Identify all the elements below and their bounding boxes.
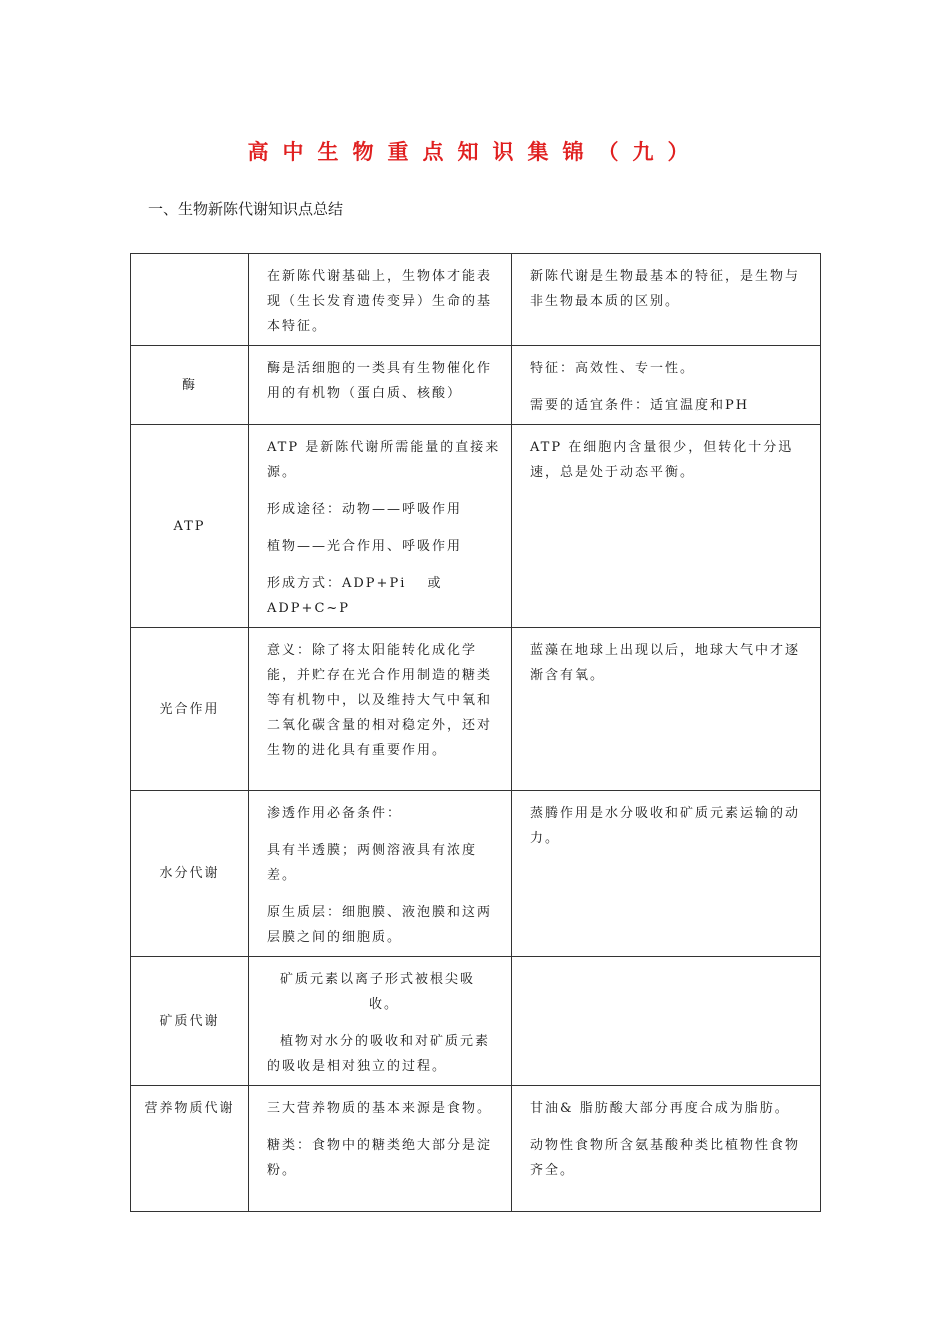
page-title: 高中生物重点知识集锦（九） bbox=[247, 139, 703, 164]
cell-description: 在新陈代谢基础上，生物体才能表现（生长发育遗传变异）生命的基本特征。 bbox=[249, 254, 512, 346]
cell-notes: 蓝藻在地球上出现以后，地球大气中才逐渐含有氧。 bbox=[512, 628, 821, 791]
cell-description: 酶是活细胞的一类具有生物催化作用的有机物（蛋白质、核酸） bbox=[249, 346, 512, 425]
table-row bbox=[131, 254, 821, 346]
row-label: 酶 bbox=[131, 346, 249, 425]
cell-notes bbox=[512, 957, 821, 1086]
cell-description: 矿质元素以离子形式被根尖吸 收。 植物对水分的吸收和对矿质元素的吸收是相对独立的过程。 bbox=[249, 957, 512, 1086]
table-row bbox=[131, 791, 821, 957]
table-row bbox=[131, 957, 821, 1086]
cell-description: 三大营养物质的基本来源是食物。 糖类：食物中的糖类绝大部分是淀粉。 bbox=[249, 1086, 512, 1212]
cell-description: ATP 是新陈代谢所需能量的直接来源。 形成途径：动物——呼吸作用 植物——光合作用、呼吸作用 形成方式：ADP+Pi 或 ADP+C~P bbox=[249, 425, 512, 628]
table-row bbox=[131, 425, 821, 628]
table-row bbox=[131, 346, 821, 425]
row-label: 光合作用 bbox=[131, 628, 249, 791]
cell-notes: 甘油& 脂肪酸大部分再度合成为脂肪。 动物性食物所含氨基酸种类比植物性食物齐全。 bbox=[512, 1086, 821, 1212]
cell-notes: 新陈代谢是生物最基本的特征，是生物与非生物最本质的区别。 bbox=[512, 254, 821, 346]
cell-notes: 特征：高效性、专一性。 需要的适宜条件：适宜温度和PH bbox=[512, 346, 821, 425]
cell-description: 意义：除了将太阳能转化成化学能，并贮存在光合作用制造的糖类等有机物中，以及维持大气中氧和二氧化碳含量的相对稳定外，还对生物的进化具有重要作用。 bbox=[249, 628, 512, 791]
row-label: 营养物质代谢 bbox=[131, 1086, 249, 1212]
row-label bbox=[131, 254, 249, 346]
cell-notes: 蒸腾作用是水分吸收和矿质元素运输的动力。 bbox=[512, 791, 821, 957]
table-row bbox=[131, 1086, 821, 1212]
section-heading: 一、生物新陈代谢知识点总结 bbox=[148, 200, 344, 218]
row-label: 水分代谢 bbox=[131, 791, 249, 957]
knowledge-table bbox=[130, 253, 821, 1212]
row-label: ATP bbox=[131, 425, 249, 628]
cell-notes: ATP 在细胞内含量很少，但转化十分迅速，总是处于动态平衡。 bbox=[512, 425, 821, 628]
row-label: 矿质代谢 bbox=[131, 957, 249, 1086]
cell-description: 渗透作用必备条件： 具有半透膜；两侧溶液具有浓度差。 原生质层：细胞膜、液泡膜和这两层膜之间的细胞质。 bbox=[249, 791, 512, 957]
table-row bbox=[131, 628, 821, 791]
